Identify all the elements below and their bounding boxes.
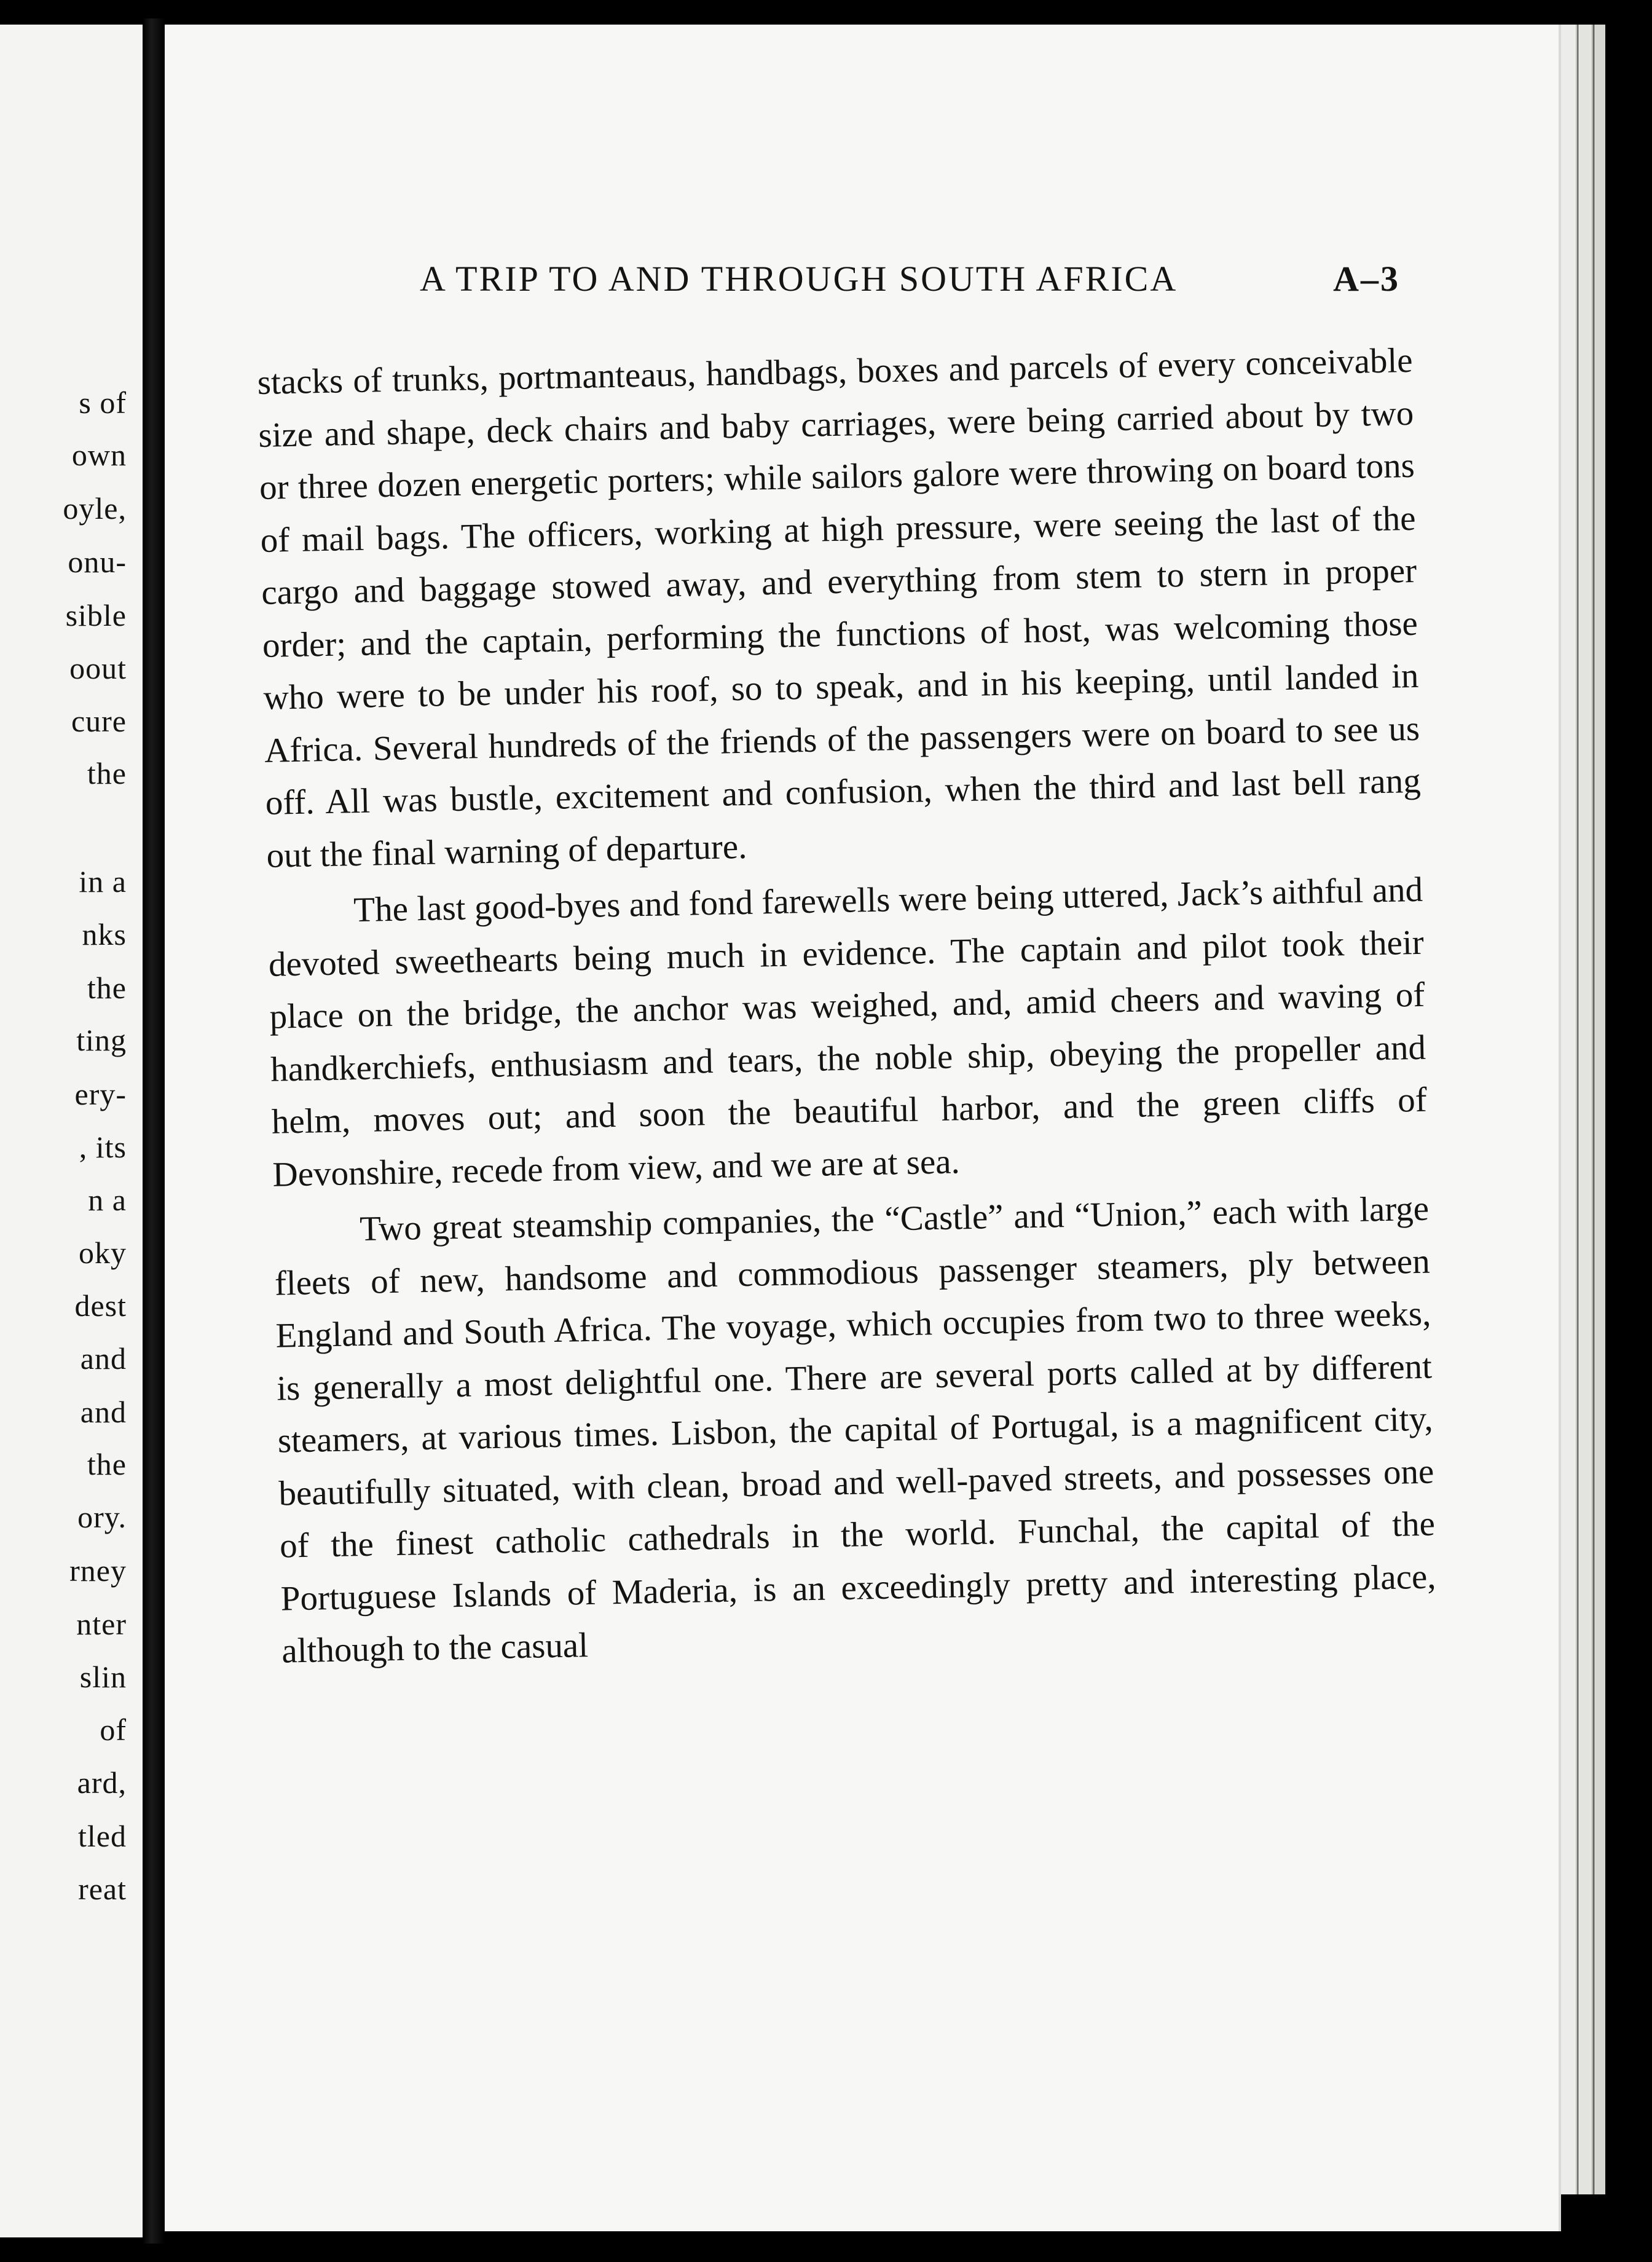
page-edge: [1578, 25, 1594, 2194]
left-page-fragment: own: [71, 438, 127, 472]
left-page-fragment: ory.: [77, 1500, 127, 1534]
left-page-fragment: the: [87, 756, 127, 790]
left-page-fragment: of: [100, 1712, 127, 1747]
page-edge: [1561, 25, 1578, 2194]
running-head-title: A TRIP TO AND THROUGH SOUTH AFRICA: [420, 259, 1178, 299]
left-page-fragment: oout: [69, 651, 127, 685]
left-page-fragment: and: [80, 1395, 127, 1429]
previous-page-strip: [0, 25, 143, 2237]
left-page-fragment: tled: [78, 1819, 127, 1853]
left-page-fragment: nks: [82, 917, 127, 952]
left-page-fragment: rney: [69, 1553, 127, 1588]
paragraph-3: Two great steamship companies, the “Castle” and “Union,” each with large fleets of new, handsome and commodious passenger steamers, ply between England and South Africa. The voyage, which occupies from two to three weeks, is generally a most delightful one. There are several ports called at by different steamers, at various times. Lisbon, the capital of Portugal, is a magnificent city, beautifully situated, with clean, broad and well-paved streets, and possesses one of the finest catholic cathedrals in the world. Funchal, the capital of the Portuguese Islands of Maderia, is an exceedingly pretty and interesting place, although to the casual: [274, 1189, 1437, 1671]
left-page-fragment: ard,: [77, 1765, 127, 1800]
page-edge: [1594, 25, 1605, 2194]
page-number: A–3: [1333, 259, 1400, 299]
body-text: [257, 334, 1438, 1677]
left-page-fragment: sible: [65, 598, 127, 632]
left-page-fragment: n a: [88, 1183, 127, 1217]
left-page-fragment: oyle,: [63, 491, 127, 526]
left-page-fragment: slin: [79, 1660, 127, 1694]
left-page-fragment: cure: [71, 704, 127, 738]
left-page-fragment: and: [80, 1341, 127, 1376]
left-page-fragment: in a: [79, 864, 127, 899]
left-page-fragment: dest: [74, 1288, 127, 1323]
running-head: [257, 258, 1412, 307]
book-gutter: [143, 18, 165, 2244]
left-page-fragment: reat: [78, 1872, 127, 1906]
left-page-fragment: the: [87, 971, 127, 1005]
paragraph-2: The last good-byes and fond farewells were being uttered, Jack’s aithful and devoted sweethearts being much in evidence. The captain and pilot took their place on the bridge, the anchor was weighed, and, amid cheers and waving of handkerchiefs, enthusiasm and tears, the noble ship, obeying the propeller and helm, moves out; and soon the beautiful harbor, and the green cliffs of Devonshire, recede from view, and we are at sea.: [268, 870, 1428, 1194]
left-page-fragment: nter: [76, 1607, 127, 1641]
paragraph-1: stacks of trunks, portmanteaus, handbags, boxes and parcels of every conceivable size and shape, deck chairs and baby carriages, were being carried about by two or three dozen energetic porters; while sailors galore were throwing on board tons of mail bags. The officers, working at high pressure, were seeing the last of the cargo and baggage stowed away, and everything from stem to stern in proper order; and the captain, performing the functions of host, was welcoming those who were to be under his roof, so to speak, and in his keeping, until landed in Africa. Several hundreds of the friends of the passengers were on board to see us off. All was bustle, excitement and confusion, when the third and last bell rang out the final warning of departure.: [257, 341, 1422, 875]
left-page-fragment: oky: [79, 1235, 127, 1270]
left-page-fragment: , its: [79, 1130, 127, 1164]
left-page-fragment: ting: [76, 1023, 127, 1057]
left-page-fragment: ery-: [74, 1077, 127, 1111]
left-page-fragment: the: [87, 1447, 127, 1481]
left-page-fragment: onu-: [68, 545, 127, 579]
left-page-fragment: s of: [79, 385, 127, 420]
